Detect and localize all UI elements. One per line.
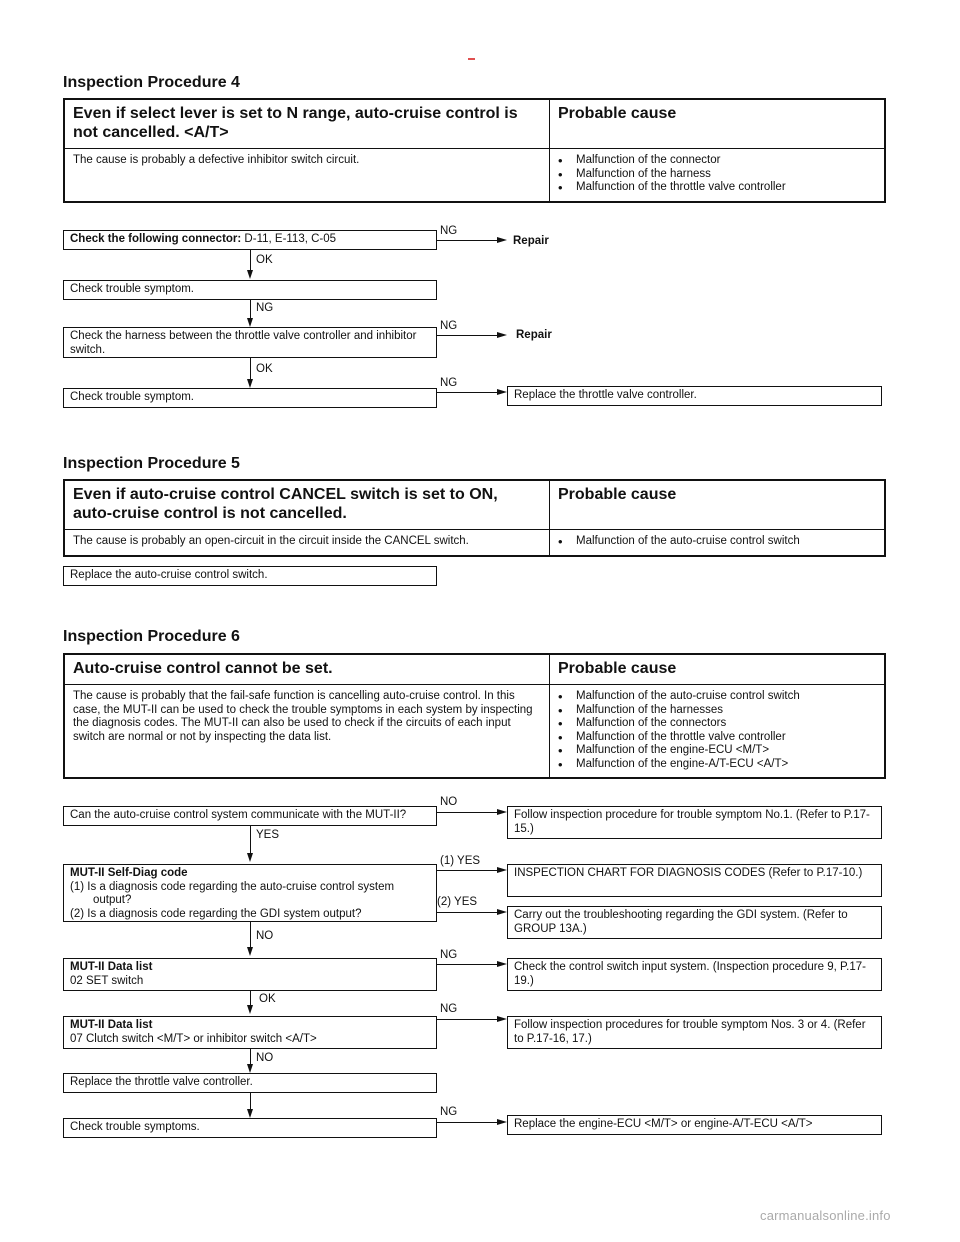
- proc6-description: The cause is probably that the fail-safe function is cancelling auto-cruise control. In this case, the MUT-II can be used to check the trouble symptoms in each system by inspecting the diagnosis codes. The MUT-II can also be used to check if the circuits of each input switch are normal or not by inspecting the data list.: [64, 685, 550, 779]
- arrow-down-icon: [247, 379, 253, 388]
- arrow-right-icon: [497, 867, 507, 873]
- data-list-item: 02 SET switch: [70, 974, 144, 987]
- ng-label: NG: [440, 377, 458, 389]
- arrow-right-icon: [497, 909, 507, 915]
- proc5-cause-list: [550, 530, 886, 556]
- arrow-down-icon: [247, 1005, 253, 1014]
- ng-label: NG: [440, 1106, 458, 1118]
- ng-label: NG: [440, 949, 458, 961]
- proc6-step-replace-tvc: Replace the throttle valve controller.: [63, 1073, 437, 1093]
- yes-label: (2) YES: [437, 896, 478, 908]
- cause-item: • Malfunction of the throttle valve controller: [558, 181, 876, 195]
- proc4-header-table: [63, 98, 886, 203]
- proc6-q-data-list-set: [63, 958, 437, 991]
- ok-label: OK: [259, 993, 276, 1005]
- arrow-right-icon: [497, 1016, 507, 1022]
- repair-label: Repair: [516, 329, 552, 341]
- connector-line: [437, 335, 498, 336]
- arrow-right-icon: [497, 1119, 507, 1125]
- proc6-q-self-diag: [63, 864, 437, 922]
- connector-line: [437, 912, 498, 913]
- connector-line: [250, 922, 251, 948]
- proc4-symptom: Even if select lever is set to N range, auto-cruise control is not cancelled. <A/T>: [64, 99, 550, 149]
- proc6-result-replace-ecu: Replace the engine-ECU <M/T> or engine-A/T-ECU <A/T>: [507, 1115, 882, 1135]
- connector-line: [250, 358, 251, 380]
- data-list-title: MUT-II Data list: [70, 1019, 153, 1031]
- proc4-step-check-symptom-2: Check trouble symptom.: [63, 388, 437, 408]
- ng-label: NG: [256, 302, 274, 314]
- arrow-down-icon: [247, 270, 253, 279]
- proc6-q-data-list-clutch: [63, 1016, 437, 1049]
- arrow-down-icon: [247, 318, 253, 327]
- arrow-down-icon: [247, 1109, 253, 1118]
- proc6-q-communicate: Can the auto-cruise control system communicate with the MUT-II?: [63, 806, 437, 826]
- cause-item: • Malfunction of the connectors: [558, 717, 876, 731]
- proc5-title: Inspection Procedure 5: [63, 455, 240, 472]
- header-mark: [468, 58, 475, 60]
- arrow-down-icon: [247, 853, 253, 862]
- footer-watermark: carmanualsonline.info: [760, 1208, 891, 1223]
- arrow-right-icon: [497, 332, 507, 338]
- proc4-step-connector-check: [63, 230, 437, 250]
- cause-item: • Malfunction of the auto-cruise control switch: [558, 690, 876, 704]
- connector-line: [250, 1093, 251, 1110]
- no-label: NO: [440, 796, 458, 808]
- cause-item: • Malfunction of the auto-cruise control switch: [558, 535, 876, 549]
- proc6-header-table: [63, 653, 886, 779]
- yes-label: (1) YES: [440, 855, 481, 867]
- connector-line: [437, 240, 498, 241]
- repair-label: Repair: [513, 235, 549, 247]
- proc4-cause-header: Probable cause: [550, 99, 886, 149]
- arrow-down-icon: [247, 1064, 253, 1073]
- proc6-result-procedure-1: Follow inspection procedure for trouble symptom No.1. (Refer to P.17-15.): [507, 806, 882, 839]
- proc4-description: The cause is probably a defective inhibitor switch circuit.: [64, 149, 550, 202]
- proc6-cause-list: [550, 685, 886, 779]
- proc5-step-replace-switch: Replace the auto-cruise control switch.: [63, 566, 437, 586]
- proc4-title: Inspection Procedure 4: [63, 74, 240, 91]
- cause-item: • Malfunction of the harnesses: [558, 704, 876, 718]
- proc4-result-replace-tvc: Replace the throttle valve controller.: [507, 386, 882, 406]
- cause-item: • Malfunction of the harness: [558, 168, 876, 182]
- proc6-cause-header: Probable cause: [550, 654, 886, 685]
- proc6-step-check-symptoms: Check trouble symptoms.: [63, 1118, 437, 1138]
- proc5-symptom: Even if auto-cruise control CANCEL switch is set to ON, auto-cruise control is not cancelled.: [64, 480, 550, 530]
- step-label-bold: Check the following connector:: [70, 233, 242, 245]
- connector-line: [250, 1049, 251, 1065]
- proc6-result-diag-chart: INSPECTION CHART FOR DIAGNOSIS CODES (Refer to P.17-10.): [507, 864, 882, 897]
- step-label-rest: D-11, E-113, C-05: [241, 233, 337, 245]
- ng-label: NG: [440, 1003, 458, 1015]
- self-diag-title: MUT-II Self-Diag code: [70, 867, 188, 879]
- connector-line: [437, 812, 498, 813]
- proc6-result-gdi: Carry out the troubleshooting regarding the GDI system. (Refer to GROUP 13A.): [507, 906, 882, 939]
- connector-line: [250, 991, 251, 1006]
- yes-label: YES: [256, 829, 280, 841]
- connector-line: [437, 1122, 498, 1123]
- cause-item: • Malfunction of the throttle valve controller: [558, 731, 876, 745]
- ng-label: NG: [440, 320, 458, 332]
- proc4-step-check-symptom: Check trouble symptom.: [63, 280, 437, 300]
- data-list-item: 07 Clutch switch <M/T> or inhibitor switch <A/T>: [70, 1032, 317, 1045]
- self-diag-question-2: (2) Is a diagnosis code regarding the GDI system output?: [70, 907, 362, 920]
- proc6-symptom: Auto-cruise control cannot be set.: [64, 654, 550, 685]
- connector-line: [437, 964, 498, 965]
- connector-line: [437, 392, 498, 393]
- connector-line: [437, 1019, 498, 1020]
- proc5-cause-header: Probable cause: [550, 480, 886, 530]
- proc5-header-table: [63, 479, 886, 557]
- proc6-result-procedure-9: Check the control switch input system. (Inspection procedure 9, P.17-19.): [507, 958, 882, 991]
- proc6-result-procedure-3-4: Follow inspection procedures for trouble symptom Nos. 3 or 4. (Refer to P.17-16, 17.): [507, 1016, 882, 1049]
- proc6-title: Inspection Procedure 6: [63, 628, 240, 645]
- ok-label: OK: [256, 254, 273, 266]
- arrow-right-icon: [497, 237, 507, 243]
- connector-line: [250, 250, 251, 271]
- proc5-description: The cause is probably an open-circuit in the circuit inside the CANCEL switch.: [64, 530, 550, 556]
- cause-item: • Malfunction of the engine-ECU <M/T>: [558, 744, 876, 758]
- ok-label: OK: [256, 363, 273, 375]
- arrow-right-icon: [497, 961, 507, 967]
- cause-item: • Malfunction of the engine-A/T-ECU <A/T>: [558, 758, 876, 772]
- data-list-title: MUT-II Data list: [70, 961, 153, 973]
- arrow-right-icon: [497, 809, 507, 815]
- no-label: NO: [256, 930, 274, 942]
- proc4-step-harness-check: Check the harness between the throttle valve controller and inhibitor switch.: [63, 327, 437, 358]
- cause-item: • Malfunction of the connector: [558, 154, 876, 168]
- arrow-right-icon: [497, 389, 507, 395]
- connector-line: [437, 870, 498, 871]
- self-diag-question-1: (1) Is a diagnosis code regarding the auto-cruise control system output?: [70, 880, 395, 906]
- connector-line: [250, 826, 251, 854]
- arrow-down-icon: [247, 947, 253, 956]
- no-label: NO: [256, 1052, 274, 1064]
- ng-label: NG: [440, 225, 458, 237]
- proc4-cause-list: [550, 149, 886, 202]
- connector-line: [250, 300, 251, 319]
